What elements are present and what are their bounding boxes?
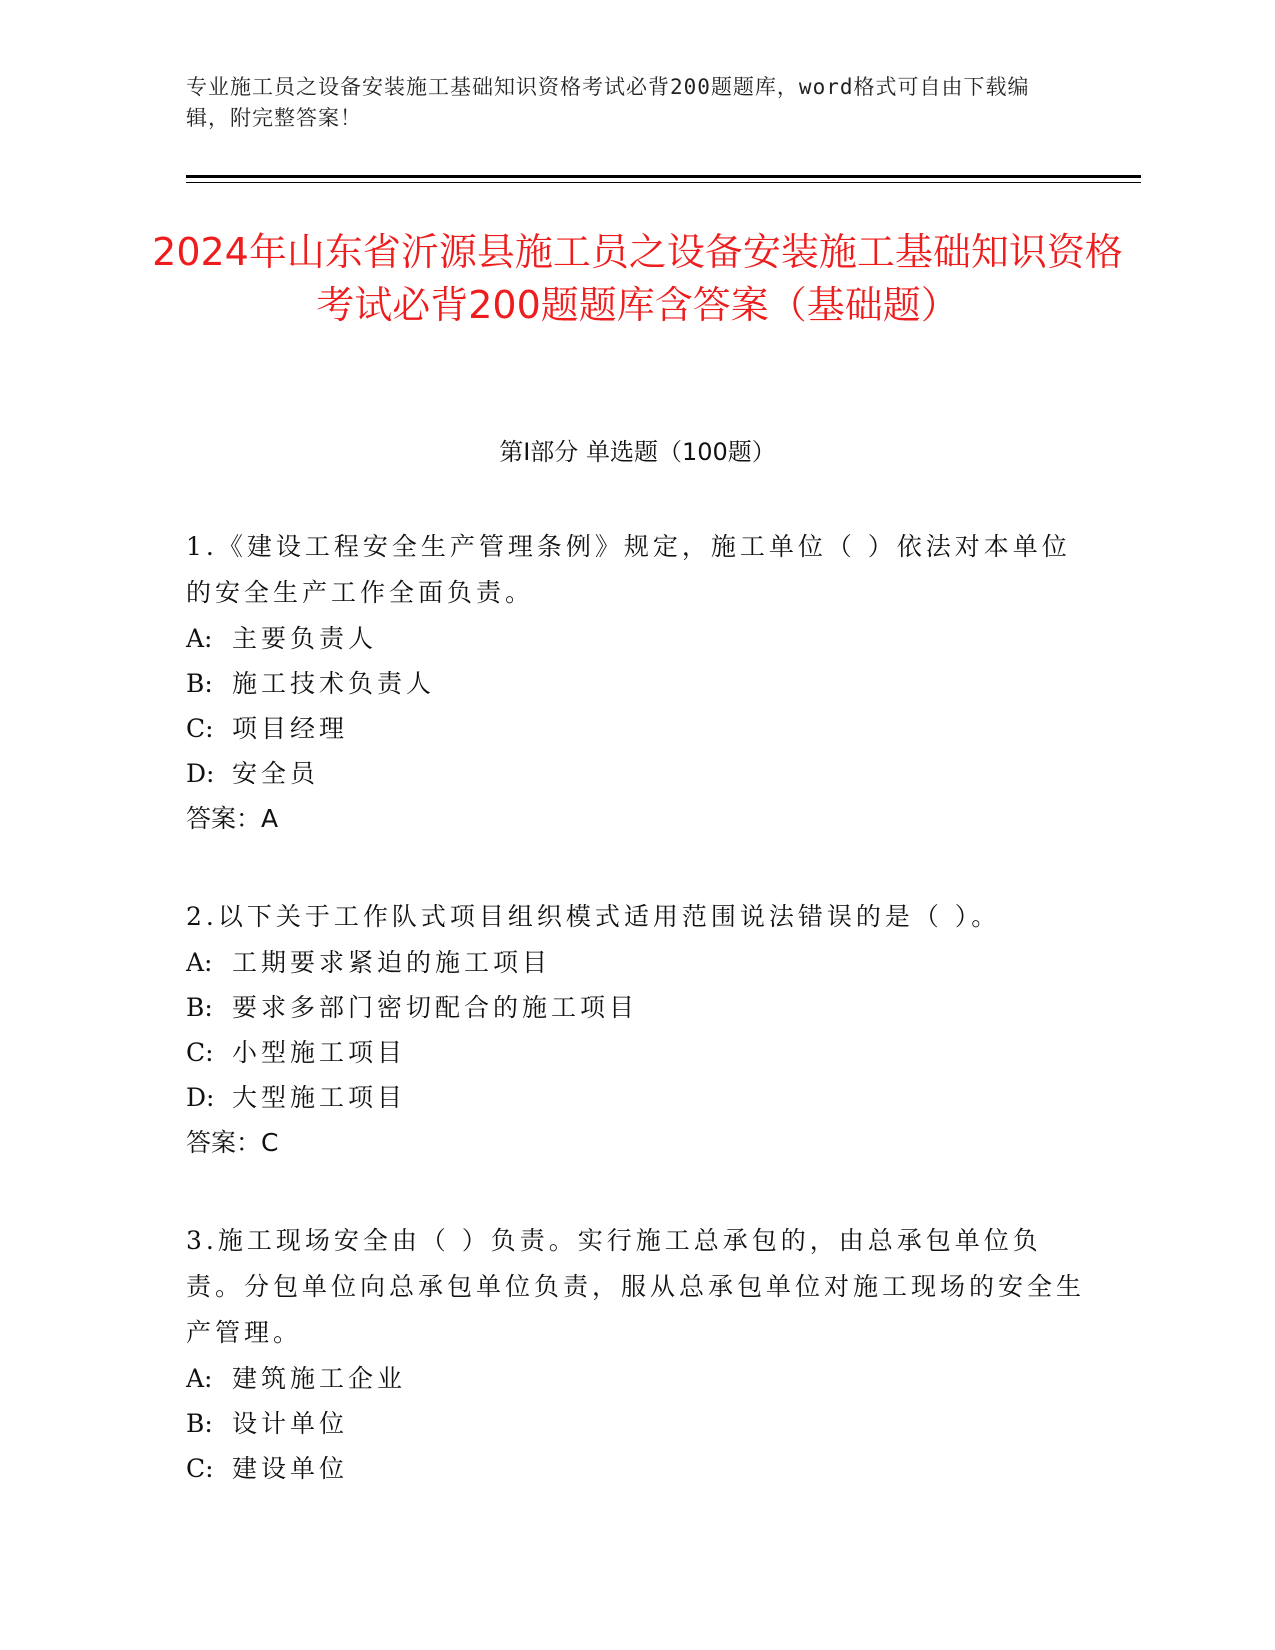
option-letter: A: (186, 948, 213, 977)
option-letter: D: (186, 1083, 215, 1112)
question-option-c (186, 1030, 1086, 1075)
question-stem: 2.以下关于工作队式项目组织模式适用范围说法错误的是（ ）。 (186, 902, 1001, 931)
question-1 (186, 524, 1086, 842)
option-letter: B: (186, 1409, 213, 1438)
option-letter: B: (186, 993, 213, 1022)
question-option-c (186, 706, 1086, 751)
option-letter: C: (186, 714, 214, 743)
option-text: 小型施工项目 (232, 1038, 407, 1067)
option-text: 要求多部门密切配合的施工项目 (232, 993, 639, 1022)
question-option-b (186, 1401, 1086, 1446)
option-text: 建筑施工企业 (232, 1364, 407, 1393)
header-rule-thin (186, 182, 1141, 183)
option-letter: C: (186, 1038, 214, 1067)
question-stem: 3.施工现场安全由（ ）负责。实行施工总承包的，由总承包单位负责。分包单位向总承包单位负责，服从总承包单位对施工现场的安全生产管理。 (186, 1226, 1086, 1347)
question-option-a (186, 616, 1086, 661)
header-note: 专业施工员之设备安装施工基础知识资格考试必背200题题库，word格式可自由下载编辑，附完整答案！ (186, 75, 1030, 130)
header-rule-thick (186, 175, 1141, 178)
document-title: 2024年山东省沂源县施工员之设备安装施工基础知识资格考试必背200题题库含答案（基础题） (152, 230, 1123, 327)
option-text: 工期要求紧迫的施工项目 (232, 948, 552, 977)
option-text: 安全员 (232, 759, 320, 788)
option-letter: B: (186, 669, 213, 698)
option-text: 项目经理 (232, 714, 349, 743)
question-option-d (186, 751, 1086, 796)
question-2 (186, 894, 1086, 1166)
option-text: 施工技术负责人 (232, 669, 436, 698)
question-option-b (186, 661, 1086, 706)
option-letter: D: (186, 759, 215, 788)
option-letter: C: (186, 1454, 214, 1483)
option-letter: A: (186, 624, 213, 653)
question-option-a (186, 940, 1086, 985)
question-option-a (186, 1356, 1086, 1401)
option-text: 主要负责人 (232, 624, 378, 653)
option-letter: A: (186, 1364, 213, 1393)
option-text: 建设单位 (232, 1454, 349, 1483)
question-answer: 答案：A (186, 804, 279, 833)
section-title: 第Ⅰ部分 单选题（100题） (499, 438, 776, 466)
option-text: 设计单位 (232, 1409, 349, 1438)
question-option-b (186, 985, 1086, 1030)
option-text: 大型施工项目 (232, 1083, 407, 1112)
question-answer: 答案：C (186, 1128, 279, 1157)
question-option-c (186, 1446, 1086, 1491)
question-3 (186, 1218, 1086, 1491)
question-list (186, 524, 1086, 1543)
question-stem: 1.《建设工程安全生产管理条例》规定，施工单位（ ）依法对本单位的安全生产工作全面负责。 (186, 532, 1071, 607)
question-option-d (186, 1075, 1086, 1120)
